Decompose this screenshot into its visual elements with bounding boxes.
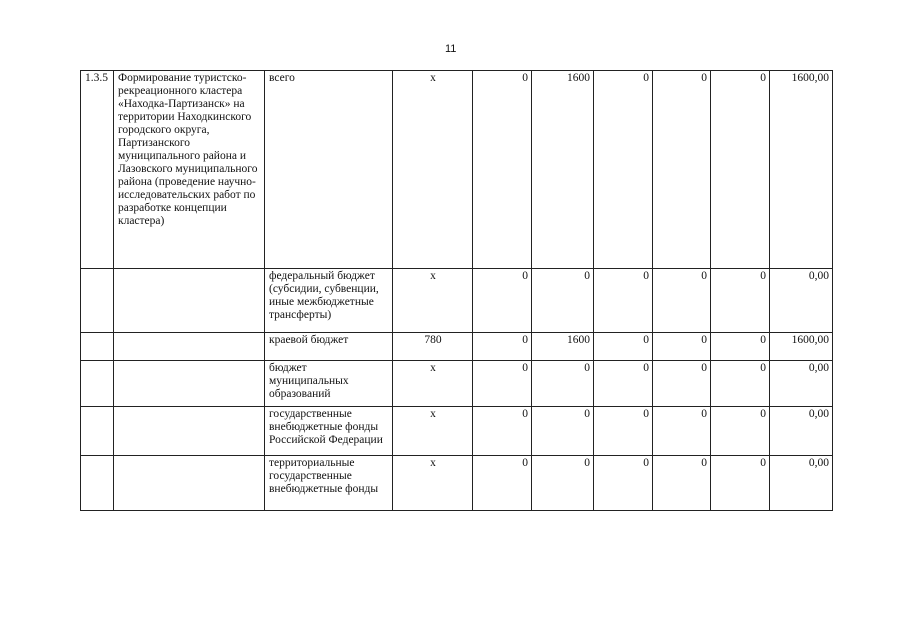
total-value: 0,00 bbox=[770, 407, 833, 456]
year-value: 0 bbox=[653, 333, 711, 361]
empty-cell bbox=[81, 333, 114, 361]
item-code: 1.3.5 bbox=[81, 71, 114, 269]
funding-source: бюджет муниципальных образований bbox=[265, 361, 393, 407]
grbs-code: х bbox=[393, 71, 473, 269]
year-value: 0 bbox=[653, 456, 711, 511]
funding-source: государственные внебюджетные фонды Российской Федерации bbox=[265, 407, 393, 456]
table-row bbox=[81, 456, 833, 511]
funding-source: территориальные государственные внебюджетные фонды bbox=[265, 456, 393, 511]
year-value: 1600 bbox=[532, 71, 594, 269]
year-value: 0 bbox=[711, 71, 770, 269]
budget-table bbox=[80, 70, 833, 511]
empty-cell bbox=[81, 269, 114, 333]
year-value: 0 bbox=[473, 333, 532, 361]
year-value: 0 bbox=[532, 456, 594, 511]
total-value: 0,00 bbox=[770, 361, 833, 407]
year-value: 0 bbox=[532, 269, 594, 333]
funding-source: краевой бюджет bbox=[265, 333, 393, 361]
item-name: Формирование туристско-рекреационного кластера «Находка-Партизанск» на территории Находкинского городского округа, Партизанского муниципального района и Лазовского муниципального района (проведение научно-исследовательских работ по разработке концепции кластера) bbox=[114, 71, 265, 269]
year-value: 0 bbox=[473, 456, 532, 511]
year-value: 0 bbox=[473, 361, 532, 407]
year-value: 0 bbox=[473, 71, 532, 269]
year-value: 0 bbox=[594, 333, 653, 361]
empty-cell bbox=[81, 407, 114, 456]
year-value: 0 bbox=[711, 361, 770, 407]
year-value: 0 bbox=[594, 456, 653, 511]
year-value: 0 bbox=[711, 456, 770, 511]
grbs-code: х bbox=[393, 269, 473, 333]
empty-cell bbox=[114, 269, 265, 333]
funding-source: всего bbox=[265, 71, 393, 269]
year-value: 0 bbox=[711, 333, 770, 361]
empty-cell bbox=[114, 333, 265, 361]
total-value: 0,00 bbox=[770, 269, 833, 333]
year-value: 0 bbox=[653, 269, 711, 333]
year-value: 0 bbox=[594, 269, 653, 333]
year-value: 0 bbox=[473, 269, 532, 333]
empty-cell bbox=[114, 456, 265, 511]
table-row bbox=[81, 407, 833, 456]
year-value: 0 bbox=[594, 71, 653, 269]
grbs-code: 780 bbox=[393, 333, 473, 361]
year-value: 0 bbox=[653, 71, 711, 269]
empty-cell bbox=[114, 407, 265, 456]
year-value: 0 bbox=[594, 361, 653, 407]
total-value: 1600,00 bbox=[770, 333, 833, 361]
year-value: 0 bbox=[653, 361, 711, 407]
year-value: 1600 bbox=[532, 333, 594, 361]
empty-cell bbox=[81, 456, 114, 511]
total-value: 0,00 bbox=[770, 456, 833, 511]
year-value: 0 bbox=[653, 407, 711, 456]
page-number: 11 bbox=[445, 43, 457, 55]
grbs-code: х bbox=[393, 407, 473, 456]
total-value: 1600,00 bbox=[770, 71, 833, 269]
table-row bbox=[81, 333, 833, 361]
year-value: 0 bbox=[711, 407, 770, 456]
year-value: 0 bbox=[711, 269, 770, 333]
table-row bbox=[81, 71, 833, 269]
empty-cell bbox=[81, 361, 114, 407]
table-row bbox=[81, 269, 833, 333]
year-value: 0 bbox=[594, 407, 653, 456]
funding-source: федеральный бюджет (субсидии, субвенции, иные межбюджетные трансферты) bbox=[265, 269, 393, 333]
grbs-code: х bbox=[393, 361, 473, 407]
empty-cell bbox=[114, 361, 265, 407]
year-value: 0 bbox=[473, 407, 532, 456]
table-row bbox=[81, 361, 833, 407]
year-value: 0 bbox=[532, 407, 594, 456]
year-value: 0 bbox=[532, 361, 594, 407]
grbs-code: х bbox=[393, 456, 473, 511]
